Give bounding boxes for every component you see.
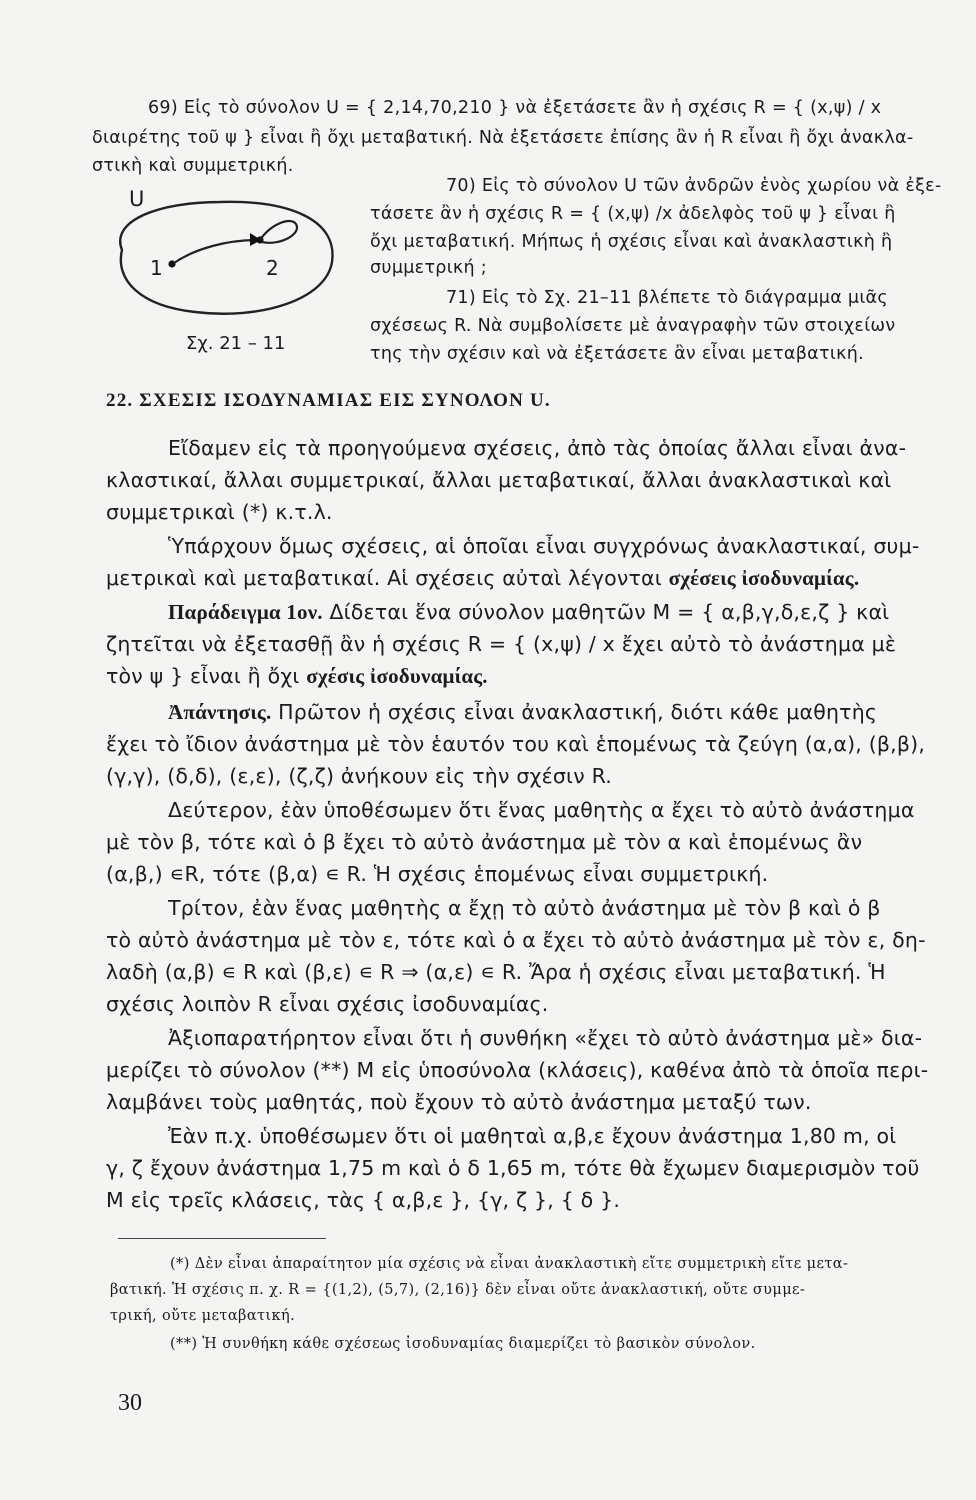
body-line-1: Εἴδαμεν εἰς τὰ προηγούμενα σχέσεις, ἀπὸ τὰς ὁποίας ἄλλαι εἶναι ἀνα- <box>168 436 907 460</box>
loop-arrow <box>260 221 297 243</box>
point-2-label: 2 <box>266 256 279 280</box>
problem-70-line-2: τάσετε ἂν ἡ σχέσις R = { (x,ψ) /x ἀδελφὸς τοῦ ψ } εἶναι ἢ <box>370 204 896 224</box>
term-equivalence-relations: σχέσεις ἰσοδυναμίας. <box>668 566 860 590</box>
footnote-1-line-1: (*) Δὲν εἶναι ἀπαραίτητον μία σχέσις νὰ εἶναι ἀνακλαστικὴ εἴτε συμμετρικὴ εἴτε μετα- <box>170 1256 849 1272</box>
problem-69-line-3: στικὴ καὶ συμμετρική. <box>92 156 294 176</box>
problem-69-line-1: 69) Εἰς τὸ σύνολον U = { 2,14,70,210 } νὰ ἐξετάσετε ἂν ἡ σχέσις R = { (x,ψ) / x <box>148 98 882 118</box>
body-line-5 <box>106 566 859 591</box>
problem-71-line-1: 71) Εἰς τὸ Σχ. 21–11 βλέπετε τὸ διάγραμμα μιᾶς <box>446 288 888 308</box>
problem-70-line-1: 70) Εἰς τὸ σύνολον U τῶν ἀνδρῶν ἑνὸς χωρίου νὰ ἐξε- <box>446 176 942 196</box>
body-line-9-text: Πρῶτον ἡ σχέσις εἶναι ἀνακλαστική, διότι κάθε μαθητὴς <box>271 700 878 724</box>
body-line-13: μὲ τὸν β, τότε καὶ ὁ β ἔχει τὸ αὐτὸ ἀνάστημα μὲ τὸν α καὶ ἑπομένως ἂν <box>106 830 863 854</box>
figure-caption: Σχ. 21 – 11 <box>186 333 286 354</box>
problem-69-line-2: διαιρέτης τοῦ ψ } εἶναι ἢ ὄχι μεταβατική. Νὰ ἐξετάσετε ἐπίσης ἂν ἡ R εἶναι ἢ ὄχι ἀνακλα- <box>92 128 914 148</box>
body-line-8 <box>106 664 488 689</box>
problem-71-line-2: σχέσεως R. Νὰ συμβολίσετε μὲ ἀναγραφὴν τῶν στοιχείων <box>370 316 896 336</box>
body-line-18: σχέσις λοιπὸν R εἶναι σχέσις ἰσοδυναμίας. <box>106 992 549 1016</box>
body-line-11: (γ,γ), (δ,δ), (ε,ε), (ζ,ζ) ἀνήκουν εἰς τὴν σχέσιν R. <box>106 764 612 788</box>
problem-70-line-4: συμμετρική ; <box>370 258 487 278</box>
footnote-1-line-3: τρική, οὔτε μεταβατική. <box>110 1308 296 1324</box>
answer-label: Ἀπάντησις. <box>168 700 272 724</box>
point-1-label: 1 <box>150 256 163 280</box>
section-heading: 22. ΣΧΕΣΙΣ ΙΣΟΔΥΝΑΜΙΑΣ ΕΙΣ ΣΥΝΟΛΟΝ U. <box>106 390 551 411</box>
footnote-1-line-2: βατική. Ἡ σχέσις π. χ. R = {(1,2), (5,7), (2,16)} δὲν εἶναι οὔτε ἀνακλαστική, οὔτε συμμε- <box>110 1282 806 1298</box>
body-line-21: λαμβάνει τοὺς μαθητάς, ποὺ ἔχουν τὸ αὐτὸ ἀνάστημα μεταξύ των. <box>106 1090 812 1114</box>
body-line-16: τὸ αὐτὸ ἀνάστημα μὲ τὸν ε, τότε καὶ ὁ α ἔχει τὸ αὐτὸ ἀνάστημα μὲ τὸν ε, δη- <box>106 928 926 952</box>
page-number: 30 <box>118 1390 142 1416</box>
problem-70-line-3: ὄχι μεταβατική. Μήπως ἡ σχέσις εἶναι καὶ ἀνακλαστικὴ ἢ <box>370 232 893 252</box>
body-line-19: Ἀξιοπαρατήρητον εἶναι ὅτι ἡ συνθήκη «ἔχει τὸ αὐτὸ ἀνάστημα μὲ» δια- <box>168 1026 923 1050</box>
body-line-2: κλαστικαί, ἄλλαι συμμετρικαί, ἄλλαι μεταβατικαί, ἄλλαι ἀνακλαστικαὶ καὶ <box>106 468 892 492</box>
term-equivalence-relation: σχέσις ἰσοδυναμίας. <box>306 664 488 688</box>
body-line-12: Δεύτερον, ἐὰν ὑποθέσωμεν ὅτι ἕνας μαθητὴς α ἔχει τὸ αὐτὸ ἀνάστημα <box>168 798 915 822</box>
body-line-6 <box>168 600 889 625</box>
body-line-7: ζητεῖται νὰ ἐξετασθῇ ἂν ἡ σχέσις R = { (x,ψ) / x ἔχει αὐτὸ τὸ ἀνάστημα μὲ <box>106 632 897 656</box>
body-line-9 <box>168 700 877 725</box>
body-line-4: Ὑπάρχουν ὅμως σχέσεις, αἱ ὁποῖαι εἶναι συγχρόνως ἀνακλαστικαί, συμ- <box>168 534 920 558</box>
body-line-10: ἔχει τὸ ἴδιον ἀνάστημα μὲ τὸν ἑαυτόν του καὶ ἑπομένως τὰ ζεύγη (α,α), (β,β), <box>106 732 926 756</box>
body-line-22: Ἐὰν π.χ. ὑποθέσωμεν ὅτι οἱ μαθηταὶ α,β,ε ἔχουν ἀνάστημα 1,80 m, οἱ <box>168 1124 897 1148</box>
relation-arrow <box>174 240 258 263</box>
body-line-17: λαδὴ (α,β) ∊ R καὶ (β,ε) ∊ R ⇒ (α,ε) ∊ R. Ἄρα ἡ σχέσις εἶναι μεταβατική. Ἡ <box>106 960 886 984</box>
body-line-8-text: τὸν ψ } εἶναι ἢ ὄχι <box>106 664 307 688</box>
body-line-23: γ, ζ ἔχουν ἀνάστημα 1,75 m καὶ ὁ δ 1,65 m, τότε θὰ ἔχωμεν διαμερισμὸν τοῦ <box>106 1156 920 1180</box>
body-line-3: συμμετρικαὶ (*) κ.τ.λ. <box>106 500 333 524</box>
body-line-6-text: Δίδεται ἕνα σύνολον μαθητῶν M = { α,β,γ,δ,ε,ζ } καὶ <box>322 600 890 624</box>
set-label-u: U <box>129 187 145 211</box>
body-line-20: μερίζει τὸ σύνολον (**) M εἰς ὑποσύνολα (κλάσεις), καθένα ἀπὸ τὰ ὁποῖα περι- <box>106 1058 929 1082</box>
body-line-5-text: μετρικαὶ καὶ μεταβατικαί. Αἱ σχέσεις αὐταὶ λέγονται <box>106 566 669 590</box>
example-1-label: Παράδειγμα 1ον. <box>168 600 323 624</box>
footnote-2: (**) Ἡ συνθήκη κάθε σχέσεως ἰσοδυναμίας διαμερίζει τὸ βασικὸν σύνολον. <box>170 1336 756 1352</box>
body-line-15: Τρίτον, ἐὰν ἕνας μαθητὴς α ἔχῃ τὸ αὐτὸ ἀνάστημα μὲ τὸν β καὶ ὁ β <box>168 896 881 920</box>
body-line-24: M εἰς τρεῖς κλάσεις, τὰς { α,β,ε }, {γ, ζ }, { δ }. <box>106 1188 621 1212</box>
problem-71-line-3: της τὴν σχέσιν καὶ νὰ ἐξετάσετε ἂν εἶναι μεταβατική. <box>370 344 864 364</box>
footnote-divider <box>118 1238 326 1239</box>
body-line-14: (α,β,) ∊R, τότε (β,α) ∊ R. Ἡ σχέσις ἑπομένως εἶναι συμμετρική. <box>106 862 769 886</box>
